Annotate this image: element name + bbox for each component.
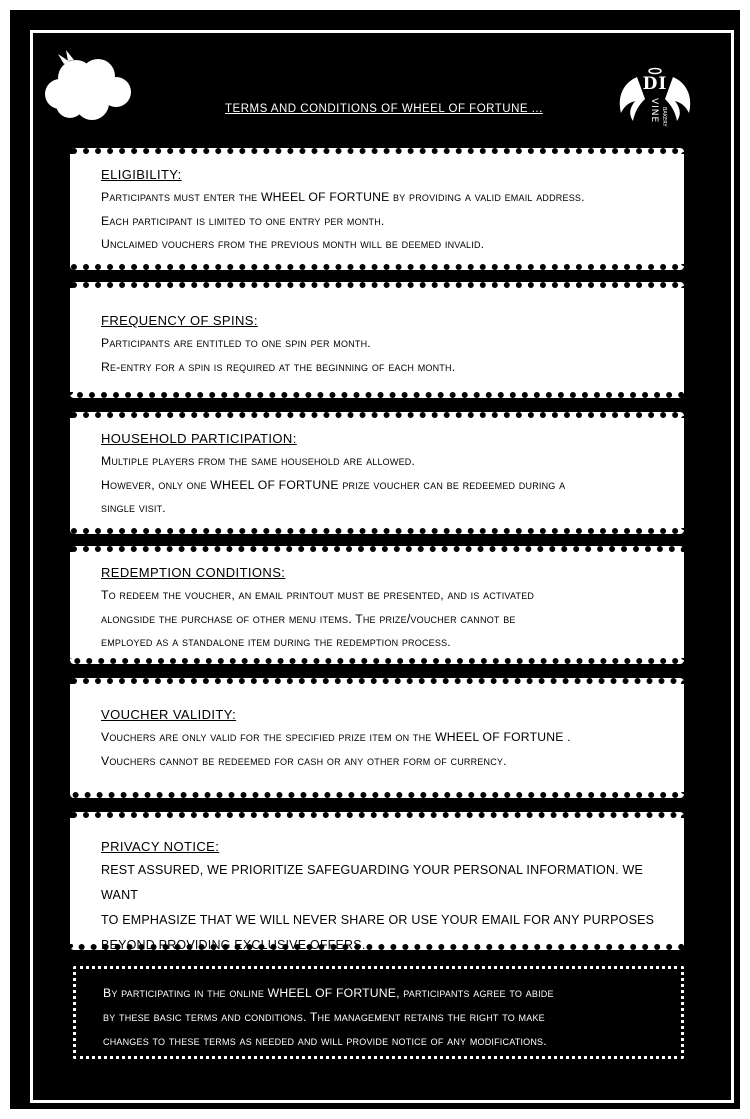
- brand-logo: [615, 65, 695, 140]
- section-line: alongside the purchase of other menu items. The prize/voucher cannot be: [101, 611, 516, 626]
- footer-line: by these basic terms and conditions. The management retains the right to make: [103, 1010, 545, 1024]
- section-line: To redeem the voucher, an email printout must be presented, and is activated: [101, 588, 535, 602]
- section-privacy-notice: [70, 812, 684, 950]
- section-line: Participants must enter the WHEEL OF FORTUNE by providing a valid email address.: [101, 190, 585, 204]
- section-household-participation: [70, 412, 684, 534]
- section-line: Unclaimed vouchers from the previous month will be deemed invalid.: [101, 237, 485, 251]
- section-line: TO EMPHASIZE THAT WE WILL NEVER SHARE OR USE YOUR EMAIL FOR ANY PURPOSES: [101, 913, 655, 927]
- section-line: Re-entry for a spin is required at the beginning of each month.: [101, 359, 456, 374]
- section-redemption-conditions: [70, 546, 684, 664]
- logo-text: DI: [642, 74, 668, 94]
- cloud-icon: [40, 48, 135, 123]
- section-line: Participants are entitled to one spin per month.: [101, 336, 371, 350]
- section-line: Each participant is limited to one entry per month.: [101, 213, 385, 228]
- page-title: TERMS AND CONDITIONS OF WHEEL OF FORTUNE ...: [225, 103, 543, 115]
- section-title: FREQUENCY OF SPINS:: [101, 313, 258, 328]
- logo-subtext: VINE: [649, 98, 659, 124]
- section-line: REST ASSURED, WE PRIORITIZE SAFEGUARDING YOUR PERSONAL INFORMATION. WE WANT: [101, 863, 644, 902]
- section-title: REDEMPTION CONDITIONS:: [101, 565, 286, 580]
- section-line: single visit.: [101, 501, 166, 515]
- section-line: Vouchers cannot be redeemed for cash or any other form of currency.: [101, 753, 507, 768]
- logo-tiny-text: BAKERY: [661, 107, 667, 127]
- section-voucher-validity: [70, 678, 684, 798]
- section-line: Multiple players from the same household are allowed.: [101, 454, 416, 468]
- section-line: employed as a standalone item during the redemption process.: [101, 635, 451, 649]
- footer-line: By participating in the online WHEEL OF FORTUNE, participants agree to abide: [103, 986, 554, 1000]
- section-title: PRIVACY NOTICE:: [101, 839, 220, 854]
- section-line: However, only one WHEEL OF FORTUNE prize voucher can be redeemed during a: [101, 477, 566, 492]
- section-frequency-of-spins: [70, 282, 684, 398]
- section-title: VOUCHER VALIDITY:: [101, 707, 237, 722]
- section-eligibility: [70, 148, 684, 270]
- section-title: HOUSEHOLD PARTICIPATION:: [101, 431, 297, 446]
- section-line: BEYOND PROVIDING EXCLUSIVE OFFERS.: [101, 938, 366, 952]
- section-title: ELIGIBILITY:: [101, 167, 182, 182]
- footer-agreement: [73, 966, 684, 1059]
- footer-line: changes to these terms as needed and will provide notice of any modifications.: [103, 1034, 547, 1048]
- section-line: Vouchers are only valid for the specified prize item on the WHEEL OF FORTUNE .: [101, 730, 571, 744]
